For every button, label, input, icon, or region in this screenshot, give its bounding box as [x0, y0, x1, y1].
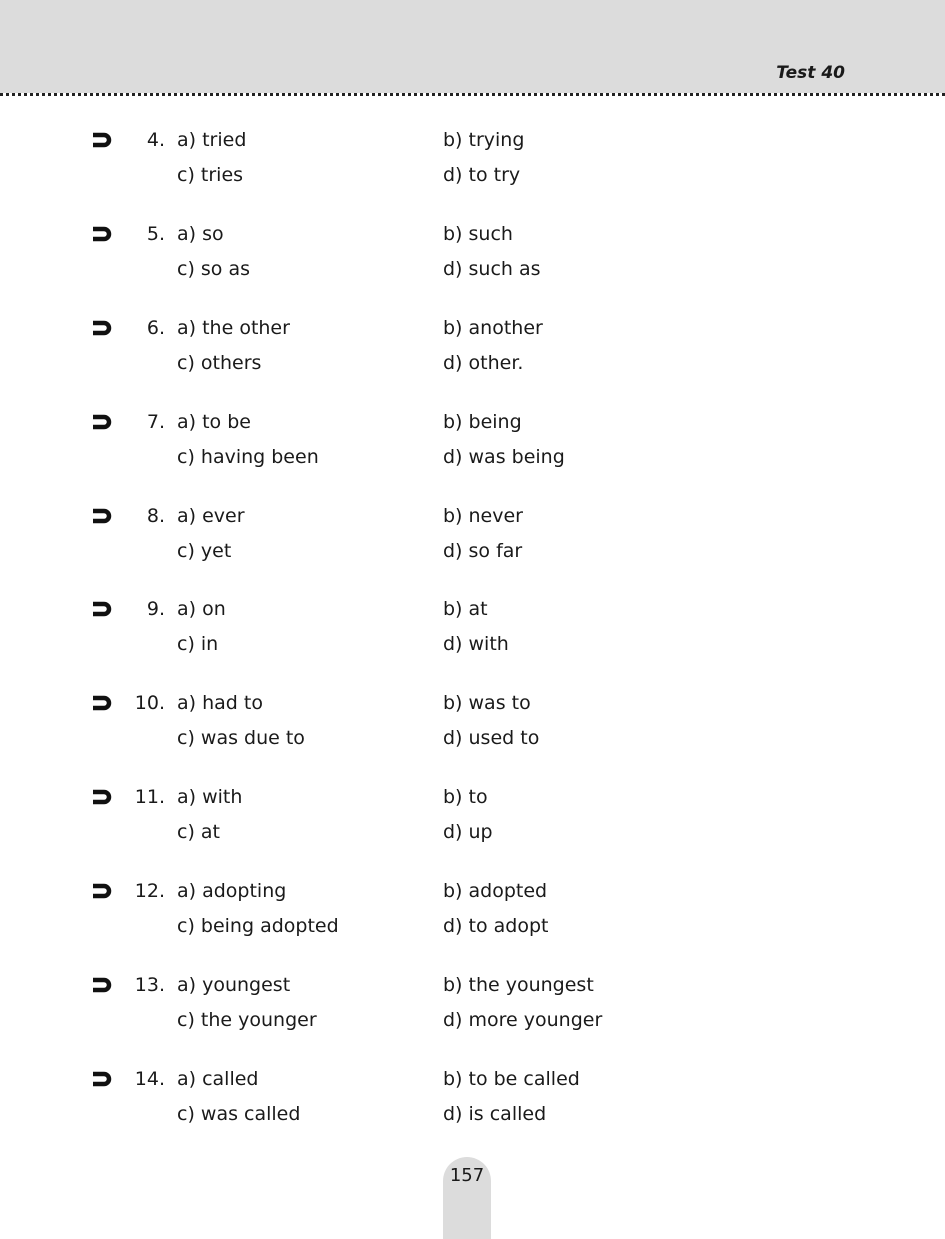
option-c: c) being adopted	[177, 915, 339, 937]
question-number: 14.	[134, 1068, 165, 1090]
option-b: b) being	[443, 411, 522, 433]
arrow-circle-icon	[91, 976, 114, 994]
question-item	[0, 316, 945, 396]
question-item	[0, 973, 945, 1053]
option-b: b) such	[443, 223, 513, 245]
option-b: b) was to	[443, 692, 531, 714]
arrow-circle-icon	[91, 1070, 114, 1088]
arrow-circle-icon	[91, 600, 114, 618]
arrow-circle-icon	[91, 694, 114, 712]
arrow-circle-icon	[91, 225, 114, 243]
option-d: d) more younger	[443, 1009, 603, 1031]
option-b: b) trying	[443, 129, 525, 151]
option-c: c) tries	[177, 164, 244, 186]
arrow-circle-icon	[91, 413, 114, 431]
option-b: b) to be called	[443, 1068, 580, 1090]
option-a: a) so	[177, 223, 224, 245]
question-item	[0, 1067, 945, 1147]
option-d: d) such as	[443, 258, 541, 280]
option-d: d) to try	[443, 164, 521, 186]
dotted-divider	[0, 93, 945, 96]
arrow-circle-icon	[91, 507, 114, 525]
option-d: d) so far	[443, 540, 523, 562]
page-number: 157	[449, 1165, 485, 1186]
question-item	[0, 410, 945, 490]
option-c: c) so as	[177, 258, 251, 280]
option-a: a) had to	[177, 692, 263, 714]
option-a: a) the other	[177, 317, 290, 339]
option-b: b) never	[443, 505, 523, 527]
arrow-circle-icon	[91, 882, 114, 900]
test-title: Test 40	[776, 63, 845, 83]
option-d: d) to adopt	[443, 915, 549, 937]
option-c: c) in	[177, 633, 219, 655]
option-a: a) ever	[177, 505, 245, 527]
question-item	[0, 504, 945, 584]
option-a: a) tried	[177, 129, 247, 151]
option-d: d) with	[443, 633, 509, 655]
question-item	[0, 785, 945, 865]
question-item	[0, 222, 945, 302]
option-c: c) was due to	[177, 727, 305, 749]
option-a: a) with	[177, 786, 243, 808]
option-d: d) was being	[443, 446, 565, 468]
option-a: a) adopting	[177, 880, 287, 902]
question-number: 12.	[134, 880, 165, 902]
question-number: 8.	[146, 505, 165, 527]
option-b: b) at	[443, 598, 488, 620]
question-number: 7.	[146, 411, 165, 433]
option-c: c) others	[177, 352, 262, 374]
option-d: d) is called	[443, 1103, 547, 1125]
question-number: 10.	[134, 692, 165, 714]
question-number: 9.	[146, 598, 165, 620]
option-b: b) the youngest	[443, 974, 594, 996]
option-b: b) adopted	[443, 880, 548, 902]
question-number: 11.	[134, 786, 165, 808]
question-number: 5.	[146, 223, 165, 245]
option-b: b) to	[443, 786, 488, 808]
option-d: d) other.	[443, 352, 524, 374]
option-c: c) was called	[177, 1103, 301, 1125]
question-item	[0, 691, 945, 771]
question-item	[0, 879, 945, 959]
question-number: 4.	[146, 129, 165, 151]
question-number: 13.	[134, 974, 165, 996]
option-c: c) yet	[177, 540, 232, 562]
arrow-circle-icon	[91, 131, 114, 149]
option-b: b) another	[443, 317, 543, 339]
option-d: d) used to	[443, 727, 540, 749]
option-a: a) on	[177, 598, 226, 620]
arrow-circle-icon	[91, 788, 114, 806]
option-c: c) at	[177, 821, 220, 843]
option-a: a) called	[177, 1068, 259, 1090]
option-a: a) to be	[177, 411, 251, 433]
option-d: d) up	[443, 821, 493, 843]
arrow-circle-icon	[91, 319, 114, 337]
option-a: a) youngest	[177, 974, 291, 996]
question-item	[0, 597, 945, 677]
question-item	[0, 128, 945, 208]
option-c: c) having been	[177, 446, 319, 468]
option-c: c) the younger	[177, 1009, 317, 1031]
question-number: 6.	[146, 317, 165, 339]
